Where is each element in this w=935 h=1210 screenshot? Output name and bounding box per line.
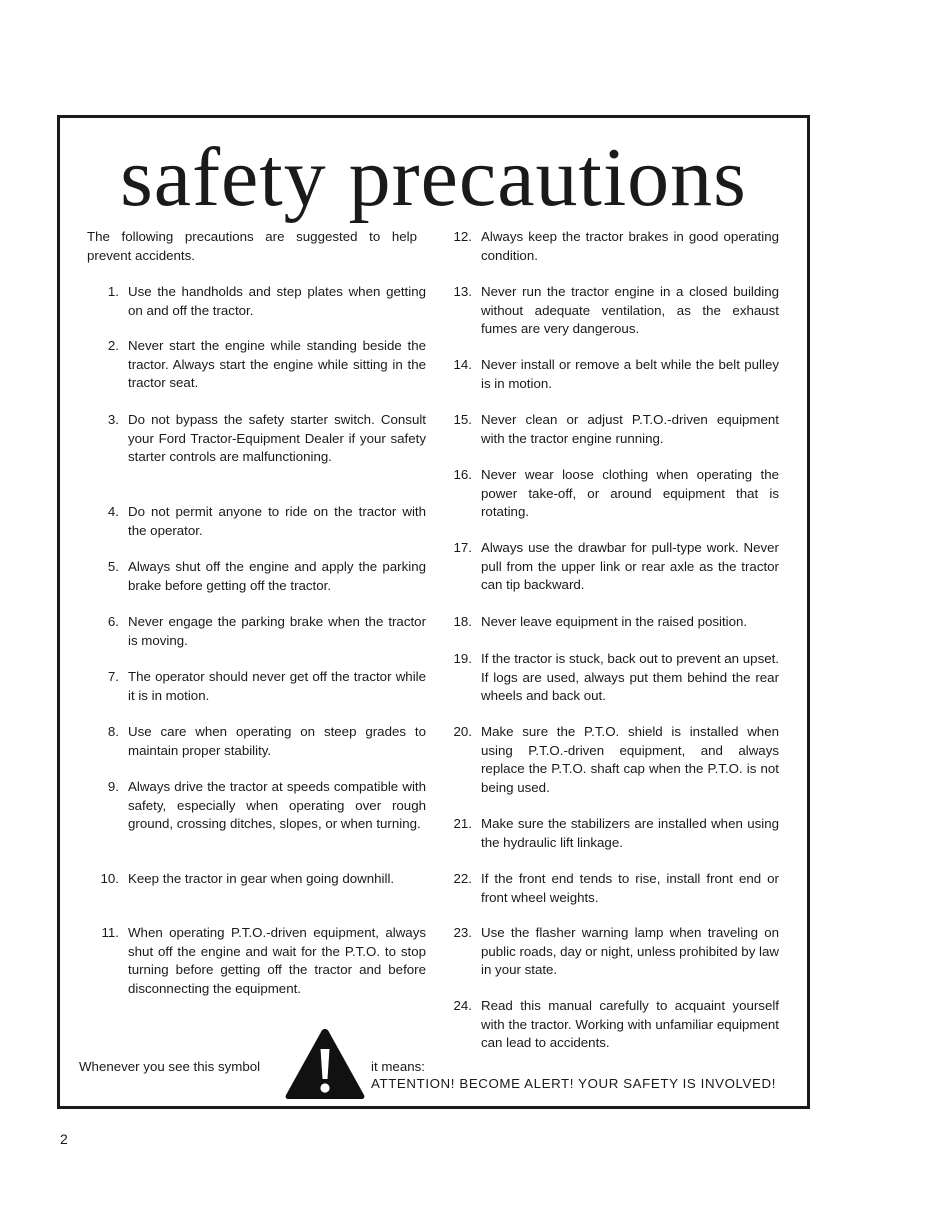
precaution-item (440, 539, 779, 595)
precaution-item (440, 924, 779, 980)
item-number: 1. (107, 284, 119, 299)
precaution-item (440, 356, 779, 393)
item-number: 23. (453, 925, 472, 940)
item-text: Make sure the stabilizers are installed when using the hydraulic lift linkage. (481, 816, 779, 850)
item-text: Use the flasher warning lamp when traveling on public roads, day or night, unless prohibited by law in your state. (481, 925, 779, 977)
precaution-item (87, 723, 426, 760)
item-text: Always shut off the engine and apply the parking brake before getting off the tractor. (128, 559, 426, 593)
item-text: Make sure the P.T.O. shield is installed when using P.T.O.-driven equipment, and always replace the P.T.O. shaft cap when the P.T.O. is not being used. (481, 724, 779, 795)
precaution-item (87, 613, 426, 650)
page-number: 2 (60, 1131, 68, 1147)
item-text: When operating P.T.O.-driven equipment, always shut off the engine and wait for the P.T.O. to stop turning before getting off the tractor and before disconnecting the equipment. (128, 925, 426, 996)
item-text: Never install or remove a belt while the belt pulley is in motion. (481, 357, 779, 391)
item-text: Never leave equipment in the raised position. (481, 614, 748, 629)
item-text: Never clean or adjust P.T.O.-driven equipment with the tractor engine running. (481, 412, 779, 446)
item-number: 11. (101, 925, 119, 940)
item-number: 20. (453, 724, 472, 739)
item-number: 19. (453, 651, 472, 666)
precaution-item (87, 668, 426, 705)
warning-prefix: Whenever you see this symbol (79, 1059, 261, 1074)
item-number: 14. (453, 357, 472, 372)
precaution-item (440, 613, 779, 632)
item-number: 4. (107, 504, 119, 519)
item-text: If the tractor is stuck, back out to prevent an upset. If logs are used, always put them behind the rear wheels and back out. (481, 651, 779, 703)
precaution-item (87, 411, 426, 467)
item-text: Never start the engine while standing beside the tractor. Always start the engine while sitting in the tractor seat. (128, 338, 426, 390)
item-text: Always drive the tractor at speeds compatible with safety, especially when operating over rough ground, crossing ditches, slopes, or when turning. (128, 779, 426, 831)
item-number: 5. (107, 559, 119, 574)
item-number: 9. (107, 779, 119, 794)
item-number: 10. (100, 871, 119, 886)
precaution-item (87, 558, 426, 595)
warning-means: it means: (371, 1059, 425, 1074)
warning-message: ATTENTION! BECOME ALERT! YOUR SAFETY IS INVOLVED! (371, 1076, 776, 1091)
item-text: Keep the tractor in gear when going downhill. (128, 871, 395, 886)
precaution-item (87, 870, 426, 889)
intro-text: The following precautions are suggested to help prevent accidents. (87, 229, 417, 263)
item-number: 24. (453, 998, 472, 1013)
precaution-item (440, 723, 779, 797)
item-text: Do not bypass the safety starter switch. Consult your Ford Tractor-Equipment Dealer if your safety starter controls are malfunctioning. (128, 412, 426, 464)
item-number: 17. (453, 540, 472, 555)
precaution-item (87, 778, 426, 834)
item-text: Read this manual carefully to acquaint yourself with the tractor. Working with unfamiliar equipment can lead to accidents. (481, 998, 779, 1050)
precaution-item (87, 337, 426, 393)
precaution-item (440, 411, 779, 448)
item-text: The operator should never get off the tractor while it is in motion. (128, 669, 426, 703)
item-text: Use the handholds and step plates when getting on and off the tractor. (128, 284, 426, 318)
item-number: 22. (453, 871, 472, 886)
page-title: safety precautions (120, 131, 747, 224)
precaution-item (87, 503, 426, 540)
precaution-item (440, 228, 779, 265)
precaution-item (440, 870, 779, 907)
item-text: Never run the tractor engine in a closed building without adequate ventilation, as the exhaust fumes are very dangerous. (481, 284, 779, 336)
item-text: Do not permit anyone to ride on the tractor with the operator. (128, 504, 426, 538)
item-number: 3. (107, 412, 119, 427)
precaution-item (440, 466, 779, 522)
item-number: 13. (453, 284, 472, 299)
exclamation-triangle-icon (284, 1027, 366, 1101)
item-text: If the front end tends to rise, install front end or front wheel weights. (481, 871, 779, 905)
item-text: Never wear loose clothing when operating the power take-off, or around equipment that is rotating. (481, 467, 779, 519)
item-number: 7. (107, 669, 119, 684)
precaution-item (440, 997, 779, 1053)
precaution-item (440, 650, 779, 706)
precaution-item (87, 283, 426, 320)
precaution-item (440, 815, 779, 852)
precaution-item (440, 283, 779, 339)
item-text: Always use the drawbar for pull-type work. Never pull from the upper link or rear axle as the tractor can tip backward. (481, 540, 779, 592)
item-number: 18. (453, 614, 472, 629)
item-text: Use care when operating on steep grades to maintain proper stability. (128, 724, 426, 758)
item-number: 21. (453, 816, 472, 831)
item-number: 16. (453, 467, 472, 482)
item-number: 2. (107, 338, 119, 353)
item-text: Never engage the parking brake when the tractor is moving. (128, 614, 426, 648)
item-number: 15. (453, 412, 472, 427)
item-text: Always keep the tractor brakes in good operating condition. (481, 229, 779, 263)
precaution-item (87, 924, 426, 998)
item-number: 8. (107, 724, 119, 739)
item-number: 6. (107, 614, 119, 629)
item-number: 12. (453, 229, 472, 244)
